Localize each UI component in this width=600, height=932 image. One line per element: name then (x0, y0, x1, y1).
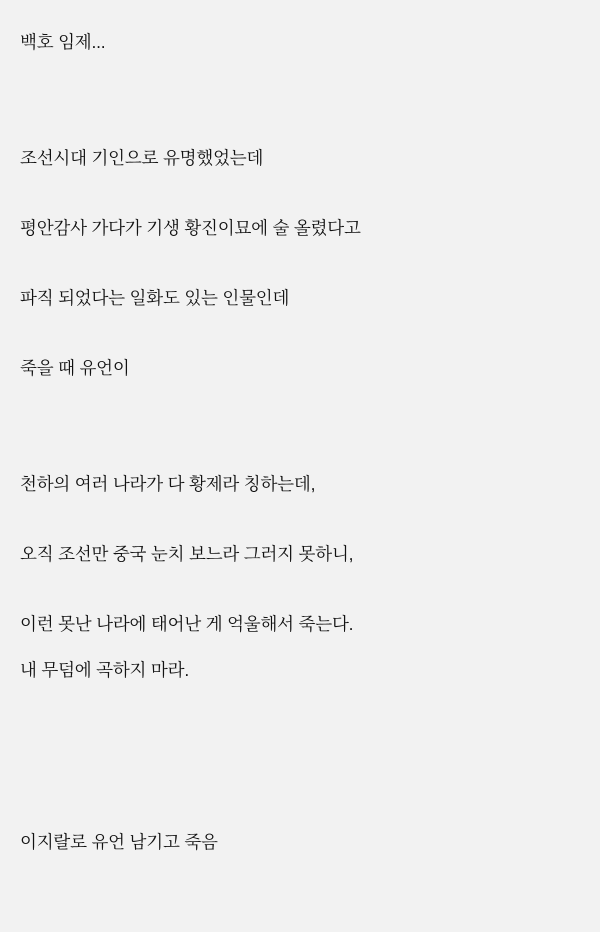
paragraph-quote-1: 천하의 여러 나라가 다 황제라 칭하는데, (20, 474, 316, 494)
spacer (20, 240, 580, 286)
spacer (20, 170, 580, 216)
spacer (20, 566, 580, 612)
paragraph-line-3: 파직 되었다는 일화도 있는 인물인데 (20, 288, 290, 308)
spacer (20, 682, 580, 774)
spacer (20, 636, 580, 658)
paragraph-quote-2: 오직 조선만 중국 눈치 보느라 그러지 못하니, (20, 544, 354, 564)
document-text-block (20, 30, 580, 854)
paragraph-quote-3: 이런 못난 나라에 태어난 게 억울해서 죽는다. (20, 614, 354, 634)
paragraph-closing: 이지랄로 유언 남기고 죽음 (20, 832, 218, 852)
spacer (20, 380, 580, 472)
paragraph-line-2: 평안감사 가다가 기생 황진이묘에 술 올렸다고 (20, 218, 361, 238)
spacer (20, 496, 580, 542)
paragraph-intro: 백호 임제... (20, 32, 106, 52)
paragraph-quote-4: 내 무덤에 곡하지 마라. (20, 660, 189, 680)
paragraph-line-1: 조선시대 기인으로 유명했었는데 (20, 148, 264, 168)
spacer (20, 310, 580, 356)
spacer (20, 54, 580, 146)
paragraph-line-4: 죽을 때 유언이 (20, 358, 130, 378)
spacer (20, 774, 580, 830)
